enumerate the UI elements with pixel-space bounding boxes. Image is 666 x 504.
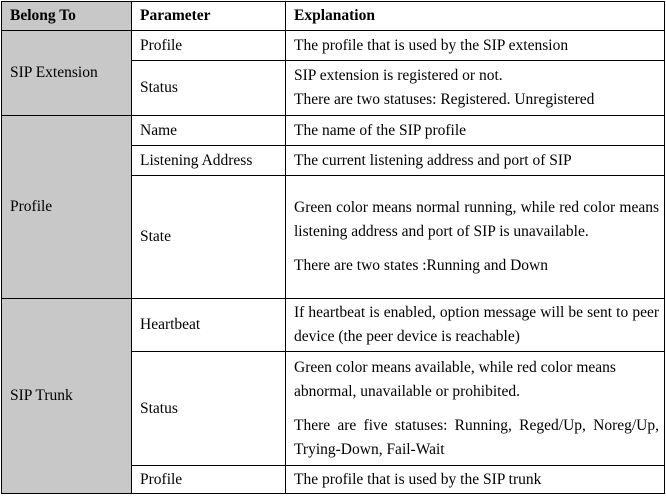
parameter-cell: Status xyxy=(132,61,286,116)
explanation-text: The profile that is used by the SIP trunk xyxy=(294,470,542,488)
explanation-text: Green color means available, while red color means abnormal, unavailable or prohibited. xyxy=(294,358,616,400)
explanation-text: If heartbeat is enabled, option message will be sent to peer device (the peer device is reachable) xyxy=(294,304,659,345)
header-belong-to: Belong To xyxy=(2,2,132,31)
explanation-text: The name of the SIP profile xyxy=(294,121,467,139)
explanation-cell xyxy=(286,31,665,61)
explanation-cell xyxy=(286,299,665,352)
group-cell-sip-extension: SIP Extension xyxy=(2,31,132,116)
header-parameter: Parameter xyxy=(132,2,286,31)
explanation-text: SIP extension is registered or not. xyxy=(294,67,503,84)
parameter-cell: Status xyxy=(132,352,286,466)
table-row xyxy=(2,116,665,146)
group-cell-sip-trunk: SIP Trunk xyxy=(2,299,132,494)
explanation-cell xyxy=(286,466,665,494)
explanation-text: There are five statuses: Running, Reged/Up, Noreg/Up, Trying-Down, Fail-Wait xyxy=(294,416,659,458)
explanation-cell xyxy=(286,61,665,116)
group-cell-profile: Profile xyxy=(2,116,132,299)
explanation-cell xyxy=(286,116,665,146)
explanation-text: The current listening address and port of SIP xyxy=(294,151,572,169)
parameter-cell: Name xyxy=(132,116,286,146)
parameter-cell: Profile xyxy=(132,466,286,494)
explanation-text: There are two statuses: Registered. Unregistered xyxy=(294,91,595,108)
parameter-cell: Heartbeat xyxy=(132,299,286,352)
explanation-text: Green color means normal running, while red color means listening address and port of SIP is unavailable. xyxy=(294,199,659,240)
explanation-cell xyxy=(286,146,665,176)
table-row xyxy=(2,299,665,352)
header-explanation: Explanation xyxy=(286,2,665,31)
parameter-cell: Profile xyxy=(132,31,286,61)
table-header-row xyxy=(2,2,665,31)
explanation-text: There are two states :Running and Down xyxy=(294,257,548,274)
parameter-table xyxy=(1,1,665,494)
explanation-cell xyxy=(286,352,665,466)
explanation-cell xyxy=(286,176,665,299)
parameter-cell: State xyxy=(132,176,286,299)
table-row xyxy=(2,31,665,61)
parameter-cell: Listening Address xyxy=(132,146,286,176)
explanation-text: The profile that is used by the SIP extension xyxy=(294,36,569,54)
